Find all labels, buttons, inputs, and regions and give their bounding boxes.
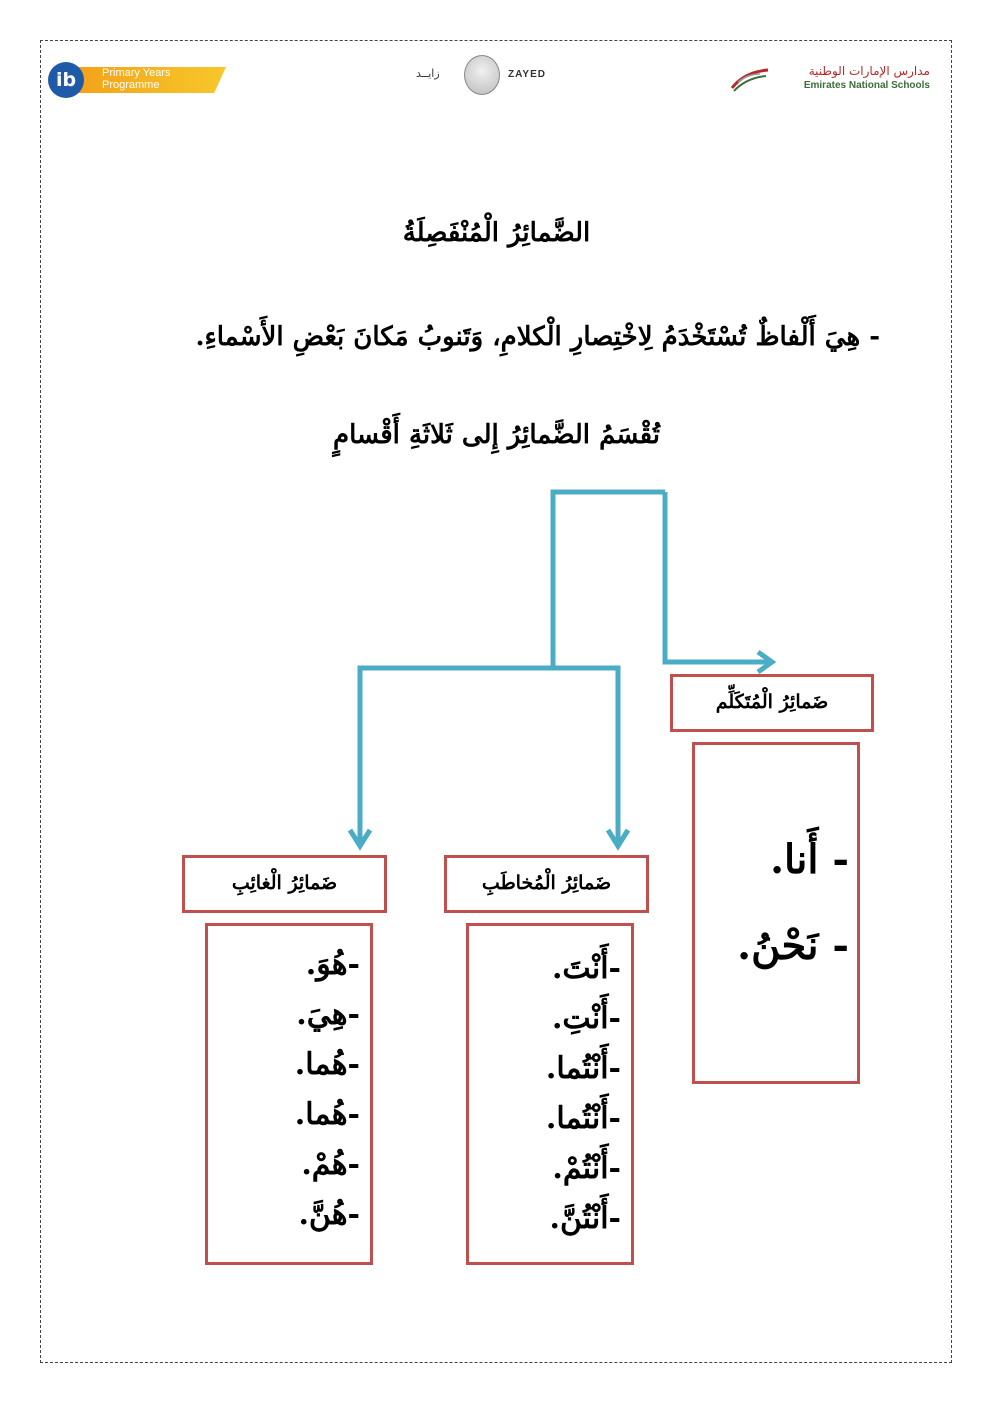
definition-text: - هِيَ أَلْفاظٌ تُسْتَخْدَمُ لِاخْتِصارِ الْكلامِ، وَتَنوبُ مَكانَ بَعْضِ الأَسْماءِ. <box>195 322 880 352</box>
pronoun-item: -هُما. <box>294 1097 360 1132</box>
category-speaker-list <box>692 742 860 1084</box>
pronoun-item: -أَنْتُمْ. <box>552 1151 621 1186</box>
pronoun-item: -هُمْ. <box>301 1147 360 1182</box>
arrow-to-absent <box>360 668 553 844</box>
arrow-to-speaker <box>665 492 768 662</box>
pronoun-item: -أَنْتِ. <box>551 1001 621 1036</box>
category-addressee-list <box>466 923 634 1265</box>
ens-arabic-name: مدارس الإمارات الوطنية <box>808 64 930 78</box>
pronoun-item: -هُما. <box>294 1047 360 1082</box>
page-title: الضَّمائِرُ الْمُنْفَصِلَةُ <box>402 218 591 248</box>
category-absent-label: ضَمائِرُ الْغائِبِ <box>182 855 387 913</box>
pronoun-item: -أَنْتَ. <box>551 951 621 986</box>
pronoun-item: -هُوَ. <box>305 947 360 982</box>
category-addressee-label: ضَمائِرُ الْمُخاطَبِ <box>444 855 649 913</box>
pronoun-item: -هِيَ. <box>296 997 360 1032</box>
pronoun-item: -أَنْتُما. <box>545 1051 621 1086</box>
pronoun-item: -هُنَّ. <box>298 1197 360 1232</box>
category-speaker-label: ضَمائِرُ الْمُتَكَلِّم <box>670 674 874 732</box>
zayed-arabic-text: زايــد <box>416 67 440 80</box>
category-absent-list <box>205 923 373 1265</box>
pronoun-item: -أَنْتُما. <box>545 1101 621 1136</box>
ib-logo-circle: ib <box>48 62 84 98</box>
arrow-to-addressee <box>553 668 618 844</box>
zayed-english-text: ZAYED <box>508 69 546 80</box>
pronoun-item: - أَنا. <box>770 836 849 883</box>
ib-logo-line1: Primary Years <box>102 67 171 79</box>
pronoun-item: -أَنْتُنَّ. <box>549 1201 621 1236</box>
ib-logo-line2: Programme <box>102 79 160 91</box>
ens-english-name: Emirates National Schools <box>803 80 930 91</box>
pronoun-item: - نَحْنُ. <box>737 922 849 969</box>
divides-label: تُقْسَمُ الضَّمائِرُ إِلى ثَلاثَةِ أَقْسامٍ <box>333 420 660 450</box>
arrow-trunk <box>553 492 665 668</box>
